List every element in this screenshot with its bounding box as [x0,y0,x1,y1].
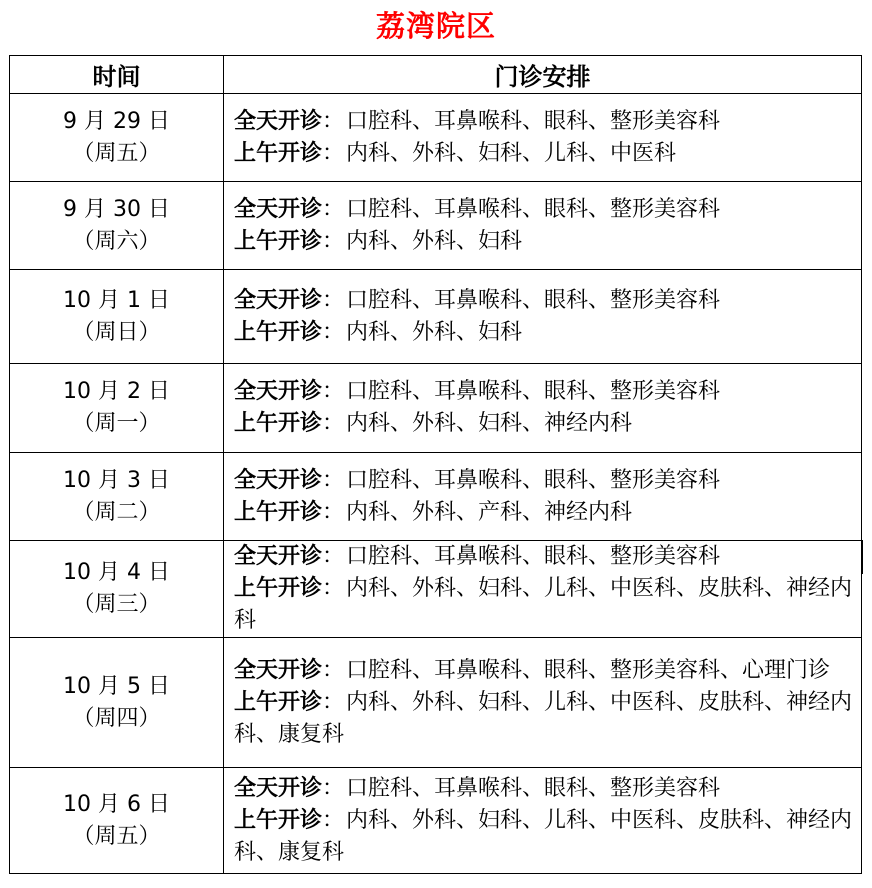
full-day-label: 全天开诊 [234,467,323,493]
full-day-departments: 口腔科、耳鼻喉科、眼科、整形美容科 [346,196,721,222]
schedule-cell [224,638,862,768]
morning-departments: 内科、外科、产科、神经内科 [346,499,633,525]
morning-departments: 内科、外科、妇科、儿科、中医科、皮肤科、神经内科 [234,576,853,633]
morning-label: 上午开诊 [234,689,323,715]
schedule-cell [224,364,862,453]
schedule-cell [224,453,862,541]
date-cell [10,364,224,453]
full-day-departments: 口腔科、耳鼻喉科、眼科、整形美容科 [346,467,721,493]
full-day-departments: 口腔科、耳鼻喉科、眼科、整形美容科 [346,544,721,569]
weekday-text: （周日） [72,319,161,345]
full-day-sep: ： [322,108,345,134]
morning-line [234,805,855,869]
full-day-line [234,285,855,317]
full-day-line [234,655,855,687]
date-cell [10,638,224,768]
morning-sep: ： [322,689,345,715]
full-day-sep: ： [322,196,345,222]
table-row [10,453,862,541]
table-row [10,768,862,874]
schedule-cell [224,94,862,182]
morning-line [234,573,855,637]
header-row [10,56,862,94]
table-row [10,541,862,638]
full-day-line [234,376,855,408]
date-cell [10,94,224,182]
date-text: 10 月 3 日 [63,467,170,493]
full-day-sep: ： [322,544,345,569]
table-row [10,364,862,453]
weekday-text: （周五） [72,140,161,166]
morning-label: 上午开诊 [234,228,323,254]
full-day-line [234,106,855,138]
morning-departments: 内科、外科、妇科 [346,228,523,254]
date-cell [10,453,224,541]
morning-line [234,408,855,440]
full-day-departments: 口腔科、耳鼻喉科、眼科、整形美容科 [346,775,721,801]
page-title: 荔湾院区 [375,9,496,43]
morning-label: 上午开诊 [234,140,323,166]
schedule-cell [224,541,862,638]
full-day-label: 全天开诊 [234,108,323,134]
text-cursor [862,540,863,574]
weekday-text: （周一） [72,411,161,436]
table-row [10,638,862,768]
header-schedule: 门诊安排 [224,56,862,94]
weekday-text: （周二） [72,499,161,525]
weekday-text: （周四） [72,705,161,731]
date-text: 10 月 5 日 [63,673,170,699]
full-day-departments: 口腔科、耳鼻喉科、眼科、整形美容科 [346,287,721,313]
morning-departments: 内科、外科、妇科、儿科、中医科、皮肤科、神经内科、康复科 [234,689,853,747]
date-text: 9 月 29 日 [63,108,170,134]
full-day-label: 全天开诊 [234,196,323,222]
full-day-sep: ： [322,657,345,683]
morning-departments: 内科、外科、妇科、儿科、中医科、皮肤科、神经内科、康复科 [234,807,853,865]
full-day-sep: ： [322,379,345,404]
morning-label: 上午开诊 [234,499,323,525]
full-day-sep: ： [322,775,345,801]
date-text: 10 月 1 日 [63,287,170,313]
full-day-label: 全天开诊 [234,287,323,313]
morning-sep: ： [322,319,345,345]
morning-sep: ： [322,411,345,436]
table-row [10,182,862,270]
date-text: 9 月 30 日 [63,196,170,222]
full-day-sep: ： [322,467,345,493]
weekday-text: （周五） [72,823,161,849]
morning-sep: ： [322,807,345,833]
morning-departments: 内科、外科、妇科、神经内科 [346,411,633,436]
morning-sep: ： [322,228,345,254]
schedule-cell [224,270,862,364]
date-cell [10,270,224,364]
morning-line [234,687,855,751]
date-text: 10 月 4 日 [63,560,170,585]
morning-label: 上午开诊 [234,319,323,345]
weekday-text: （周六） [72,228,161,254]
full-day-label: 全天开诊 [234,544,323,569]
date-cell [10,541,224,638]
morning-label: 上午开诊 [234,411,323,436]
table-row [10,94,862,182]
morning-label: 上午开诊 [234,807,323,833]
full-day-departments: 口腔科、耳鼻喉科、眼科、整形美容科、心理门诊 [346,657,831,683]
full-day-departments: 口腔科、耳鼻喉科、眼科、整形美容科 [346,108,721,134]
full-day-label: 全天开诊 [234,775,323,801]
date-cell [10,182,224,270]
full-day-label: 全天开诊 [234,657,323,683]
date-text: 10 月 6 日 [63,791,170,817]
morning-sep: ： [322,140,345,166]
full-day-line [234,541,855,573]
header-time: 时间 [10,56,224,94]
full-day-line [234,465,855,497]
table-row [10,270,862,364]
morning-line [234,138,855,170]
morning-departments: 内科、外科、妇科、儿科、中医科 [346,140,677,166]
weekday-text: （周三） [72,592,161,617]
schedule-table [9,55,862,874]
morning-line [234,226,855,258]
schedule-cell [224,182,862,270]
morning-line [234,317,855,349]
morning-line [234,497,855,529]
full-day-sep: ： [322,287,345,313]
morning-sep: ： [322,576,345,601]
schedule-cell [224,768,862,874]
full-day-label: 全天开诊 [234,379,323,404]
date-text: 10 月 2 日 [63,379,170,404]
morning-departments: 内科、外科、妇科 [346,319,523,345]
date-cell [10,768,224,874]
full-day-line [234,194,855,226]
full-day-departments: 口腔科、耳鼻喉科、眼科、整形美容科 [346,379,721,404]
full-day-line [234,773,855,805]
morning-label: 上午开诊 [234,576,323,601]
morning-sep: ： [322,499,345,525]
